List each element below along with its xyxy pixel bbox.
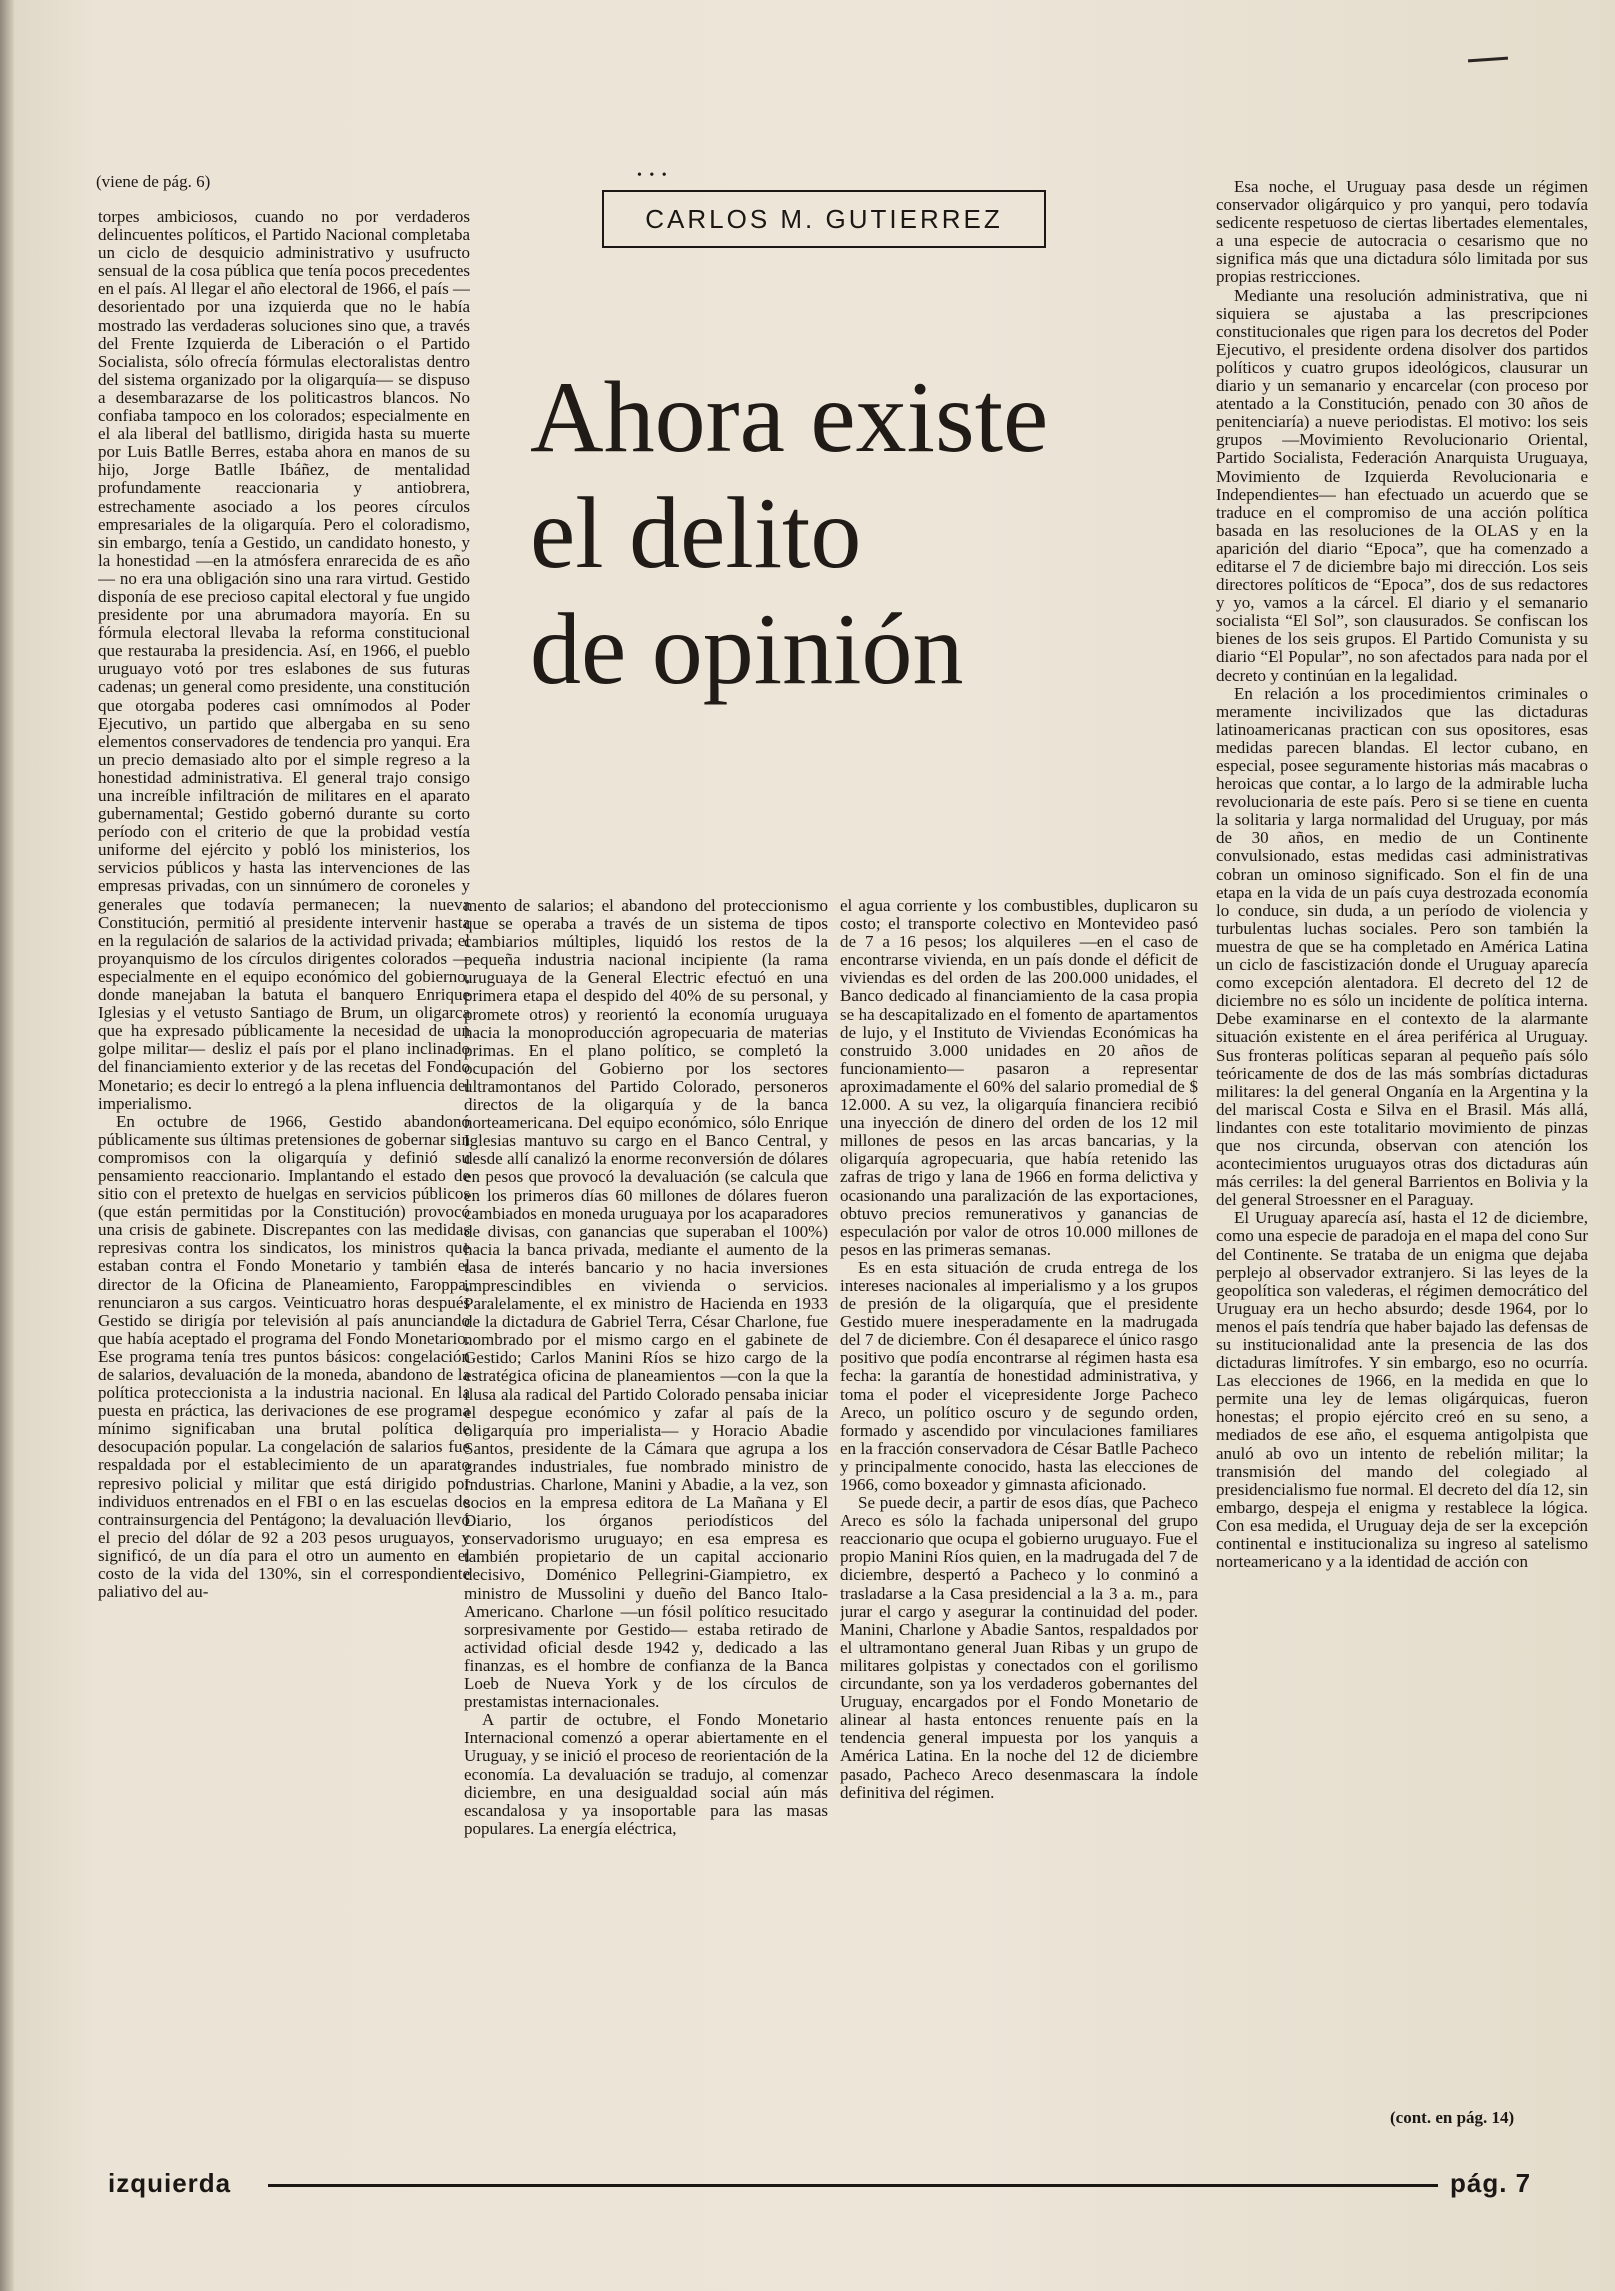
paragraph: Mediante una resolución administrativa, que ni siquiera se ajustaba a las prescripciones constitucionales que rigen para los decretos del Poder Ejecutivo, el presidente ordena disolver dos partidos políticos y cuatro grupos ideológicos, clausurar un diario y un semanario y encarcelar (con proceso por atentado a la Constitución, penado con 30 años de penitenciaría) a nueve periodistas. El motivo: los seis grupos —Movimiento Revolucionario Oriental, Partido Socialista, Federación Anarquista Uruguaya, Movimiento de Izquierda Revolucionaria e Independientes— han efectuado un acuerdo que se traduce en el compromiso de una acción política basada en las resoluciones de la OLAS y en la aparición del diario “Epoca”, que ha comenzado a editarse el 7 de diciembre bajo mi dirección. Los seis directores políticos de “Epoca”, dos de sus redactores y yo, vamos a la cárcel. El diario y el semanario socialista “El Sol”, son clausurados. Se confiscan los bienes de los seis grupos. El Partido Comunista y su diario “El Popular”, no son afectados para nada por el decreto y continúan en la legalidad. (1216, 285, 1588, 685)
paragraph: El Uruguay aparecía así, hasta el 12 de diciembre, como una especie de paradoja en el mapa del cono Sur del Continente. Se trataba de un enigma que dejaba perplejo al observador extranjero. Si las leyes de la geopolítica son valederas, el régimen democrático del Uruguay era un hecho absurdo; desde 1964, por lo menos el país tendría que haber bajado las defensas de su institucionalidad ante la presencia de las dos dictaduras limítrofes. Y sin embargo, eso no ocurría. Las elecciones de 1966, en la medida en que lo permite una ley de lemas oligárquicas, fueron honestas; el propio ejército creó en su seno, a mediados de ese año, el esquema antigolpista que anuló ab ovo un intento de rebelión militar; la transmisión del mando del colegiado al presidencialismo fue normal. El decreto del día 12, sin embargo, despeja el enigma y restablece la lógica. Con esa medida, el Uruguay deja de ser la excepción continental e institucionaliza su ingreso al satelismo norteamericano y a la identidad de acción con (1216, 1208, 1588, 1572)
paragraph: Se puede decir, a partir de esos días, que Pacheco Areco es sólo la fachada unipersonal del grupo reaccionario que ocupa el gobierno uruguayo. Fue el propio Manini Ríos quien, en la madrugada del 7 de diciembre, despertó a Pacheco y lo conminó a trasladarse a la Casa presidencial a la 3 a. m., para jurar el cargo y asegurar la continuidad del poder. Manini, Charlone y Abadie Santos, respaldados por el ultramontano general Juan Ribas y un grupo de militares golpistas y conectados con el gorilismo circundante, son ya los verdaderos gobernantes del Uruguay, encargados por el Fondo Monetario de alinear al hasta entonces renuente país en la tendencia general impuesta por los yanquis a América Latina. En la noche del 12 de diciembre pasado, Pacheco Areco desenmascara la índole definitiva del régimen. (840, 1493, 1198, 1802)
continued-on-note: (cont. en pág. 14) (1390, 2108, 1515, 2127)
article-column-3 (840, 897, 1198, 2163)
paragraph: el agua corriente y los combustibles, duplicaron su costo; el transporte colectivo en Montevideo pasó de 7 a 16 pesos; los alquileres —en el caso de encontrarse vivienda, en un país donde el déficit de viviendas es del orden de las 200.000 unidades, el Banco dedicado al financiamiento de la casa propia se ha descapitalizado en el fomento de apartamentos de lujo, y el Instituto de Viviendas Económicas ha construido 3.000 unidades en 20 años de funcionamiento— pasaron a representar aproximadamente el 60% del salario promedial de $ 12.000. A su vez, la oligarquía financiera recibió una inyección de dinero del orden de los 12 mil millones de pesos en las arcas bancarias, y la oligarquía agropecuaria, que había retenido las zafras de trigo y lana de 1966 en forma delictiva y ocasionando una paralización de las exportaciones, obtuvo precios remunerativos y ganancias de especulación por valor de otros 10.000 millones de pesos en las primeras semanas. (840, 897, 1198, 1259)
page-number: pág. 7 (1450, 2168, 1532, 2198)
pen-mark (1468, 57, 1508, 63)
headline-line-2: el delito (530, 477, 862, 590)
headline-line-3: de opinión (530, 593, 964, 706)
paragraph: A partir de octubre, el Fondo Monetario Internacional comenzó a operar abiertamente en el Uruguay, y se inició el proceso de reorientación de la economía. La devaluación se tradujo, al comenzar diciembre, en una desigualdad social aún más escandalosa y ya insoportable para las masas populares. La energía eléctrica, (464, 1710, 828, 1838)
paragraph: Esa noche, el Uruguay pasa desde un régimen conservador oligárquico y pro yanqui, pero todavía sedicente respetuoso de ciertas libertades elementales, a una especie de autocracia o cesarismo que no significa más que una dictadura sólo limitada por sus propias restricciones. (1216, 178, 1588, 287)
paragraph: En relación a los procedimientos criminales o meramente incivilizados que las dictaduras latinoamericanas practican con sus opositores, esas medidas parecen blandas. El lector cubano, en especial, posee seguramente historias más macabras o heroicas que contar, a lo largo de la admirable lucha revolucionaria de este país. Pero si se tiene en cuenta la solitaria y larga normalidad del Uruguay, por más de 30 años, en medio de un Continente convulsionado, estas medidas casi administrativas cobran un ominoso significado. Son el fin de una etapa en la vida de un país cuya destrozada economía lo conduce, sin duda, a un período de violencia y turbulentas luchas sociales. Pero son también la muestra de que se ha completado en América Latina un ciclo de fascistización donde el Uruguay aparecía como excepción alentadora. El decreto del 12 de diciembre no es sólo un incidente de política interna. Debe examinarse en el contexto de la alarmante situación existente en el área periférica al Uruguay. Sus fronteras políticas separan al pequeño país sólo teóricamente de dos de las más sombrías dictaduras militares: la del general Onganía en la Argentina y la del mariscal Costa e Silva en el Brasil. Más allá, lindantes con este totalitario movimiento de pinzas que nos circunda, observan con atención los acontecimientos uruguayos otras dos dictaduras aún más cerriles: la del general Barrientos en Bolivia y la del general Stroessner en el Paraguay. (1216, 683, 1588, 1210)
paragraph: Es en esta situación de cruda entrega de los intereses nacionales al imperialismo y a los grupos de presión de la oligarquía, que el presidente Gestido muere inesperadamente en la madrugada del 7 de diciembre. Con él desaparece el único rasgo positivo que podía encontrarse al régimen hasta esa fecha: la garantía de honestidad administrativa, y toma el poder el vicepresidente Jorge Pacheco Areco, un político oscuro y de segundo orden, formado y ascendido por vinculaciones familiares en la fracción conservadora de César Batlle Pacheco y principalmente conocido, hasta las elecciones de 1966, como boxeador y gimnasta aficionado. (840, 1257, 1198, 1494)
article-column-2 (464, 897, 828, 2163)
headline (530, 360, 1170, 708)
footer-rule (268, 2184, 1438, 2187)
author-byline: CARLOS M. GUTIERREZ (602, 190, 1046, 248)
headline-line-1: Ahora existe (530, 361, 1049, 474)
page-edge (0, 0, 14, 2291)
article-column-1 (98, 208, 470, 2163)
paragraph: mento de salarios; el abandono del proteccionismo que se operaba a través de un sistema de tipos cambiarios múltiples, liquidó los restos de la pequeña industria nacional incipiente (la rama uruguaya de la General Electric efectuó en una primera etapa el despido del 40% de su personal, y promete otros) y reorientó la economía uruguaya hacia la monoproducción agropecuaria de materias primas. En el plano político, se completó la ocupación del Gobierno por los sectores ultramontanos del Partido Colorado, personeros directos de la oligarquía y de la banca norteamericana. Del equipo económico, sólo Enrique Iglesias mantuvo su cargo en el Banco Central, y desde allí canalizó la enorme reconversión de dólares en pesos que provocó la devaluación (se calcula que en los primeros días 60 millones de dólares fueron cambiados en moneda uruguaya por los acaparadores de divisas, con ganancias que superaban el 100%) hacia la banca privada, mediante el aumento de la tasa de interés bancario y no hacia inversiones imprescindibles en vivienda o servicios. Paralelamente, el ex ministro de Hacienda en 1933 de la dictadura de Gabriel Terra, César Charlone, fue nombrado por el mismo cargo en el gabinete de Gestido; Carlos Manini Ríos se hizo cargo de la estratégica oficina de planeamientos —con la que la ilusa ala radical del Partido Colorado pensaba iniciar el despegue económico y zafar al país de la oligarquía pro imperialista— y Horacio Abadie Santos, presidente de la Cámara que agrupa a los grandes industriales, fue nombrado ministro de Industrias. Charlone, Manini y Abadie, a la vez, son socios en la empresa editora de La Mañana y El Diario, los órganos periodísticos del conservadorismo uruguayo; en esa empresa es también propietario de un capital accionario decisivo, Doménico Pellegrini-Giampietro, ex ministro de Mussolini y dueño del Banco Italo-Americano. Charlone —un fósil político resucitado sorpresivamente por Gestido— estaba retirado de actividad oficial desde 1942 y, dedicado a las finanzas, es el hombre de confianza de la Banca Loeb de Nueva York y de los círculos de prestamistas internacionales. (464, 897, 828, 1712)
paragraph: En octubre de 1966, Gestido abandonó públicamente sus últimas pretensiones de gobernar sin compromisos con la oligarquía y definió su pensamiento reaccionario. Implantando el estado de sitio con el pretexto de huelgas en servicios públicos (que están permitidas por la Constitución) provocó una crisis de gabinete. Discrepantes con las medidas represivas contra los sindicatos, los ministros que estaban contra el Fondo Monetario y también el director de la Oficina de Planeamiento, Faroppa, renunciaron a sus cargos. Veinticuatro horas después Gestido se dirigía por televisión al país anunciando que había aceptado el programa del Fondo Monetario. Ese programa tenía tres puntos básicos: congelación de salarios, devaluación de la moneda, abandono de la política proteccionista a la industria nacional. En la puesta en práctica, las derivaciones de ese programa mínimo significaban una brutal política de desocupación popular. La congelación de salarios fue respaldada por el establecimiento de un aparato represivo policial y militar que está dirigido por individuos entrenados en el FBI o en las escuelas de contrainsurgencia del Pentágono; la devaluación llevó el precio del dólar de 92 a 203 pesos uruguayos, y significó, de un día para el otro un aumento en el costo de la vida del 130%, sin el correspondiente paliativo del au- (98, 1111, 470, 1602)
continued-from-note: (viene de pág. 6) (96, 172, 211, 191)
article-column-4 (1216, 178, 1588, 2138)
byline-dots: • • • (637, 168, 669, 183)
paragraph: torpes ambiciosos, cuando no por verdaderos delincuentes políticos, el Partido Nacional completaba un ciclo de desquicio administrativo y usufructo sensual de la cosa pública que tenía pocos precedentes en el país. Al llegar el año electoral de 1966, el país —desorientado por una izquierda que no le había mostrado las verdaderas soluciones sino que, a través del Frente Izquierda de Liberación o el Partido Socialista, sólo ofrecía fórmulas electoralistas dentro del sistema organizado por la oligarquía— se dispuso a desembarazarse de los politicastros blancos. No confiaba tampoco en los colorados; especialmente en el ala liberal del batllismo, dirigida hasta su muerte por Luis Batlle Berres, estaba ahora en manos de su hijo, Jorge Batlle Ibáñez, de mentalidad profundamente reaccionaria y antiobrera, estrechamente asociado a los peores círculos empresariales de la oligarquía. Pero el coloradismo, sin embargo, tenía a Gestido, un candidato honesto, y la honestidad —en la atmósfera enrarecida de es año— no era una obligación sino una rara virtud. Gestido disponía de ese precioso capital electoral y fue ungido presidente por una abrumadora mayoría. En su fórmula electoral llevaba la reforma constitucional que restauraba la presidencia. Así, en 1966, el pueblo uruguayo votó por tres eslabones de sus futuras cadenas; un general como presidente, una constitución que otorgaba poderes casi omnímodos al Poder Ejecutivo, un partido que albergaba en su seno elementos conservadores de tendencia pro yanqui. Era un precio demasiado alto por el simple regreso a la honestidad administrativa. El general trajo consigo una increíble infiltración de militares en el aparato gubernamental; Gestido gobernó durante su corto período con el criterio de que la probidad vestía uniforme del ejército y pobló los ministerios, los servicios públicos y hasta las intervenciones de las empresas privadas, con un sinnúmero de coroneles y generales que todavía permanecen; la nueva Constitución, permitió al presidente intervenir hasta en la regulación de salarios de la actividad privada; el proyanquismo de los círculos dirigentes colorados —especialmente en el equipo económico del gobierno, donde manejaban la batuta el banquero Enrique Iglesias y el vetusto Santiago de Brum, un oligarca que ha expresado públicamente la necesidad de un golpe militar— desliz el país por el plano inclinado del financiamiento exterior y de las recetas del Fondo Monetario; es decir lo entregó a la plena influencia del imperialismo. (98, 208, 470, 1113)
magazine-name: izquierda (108, 2168, 232, 2198)
